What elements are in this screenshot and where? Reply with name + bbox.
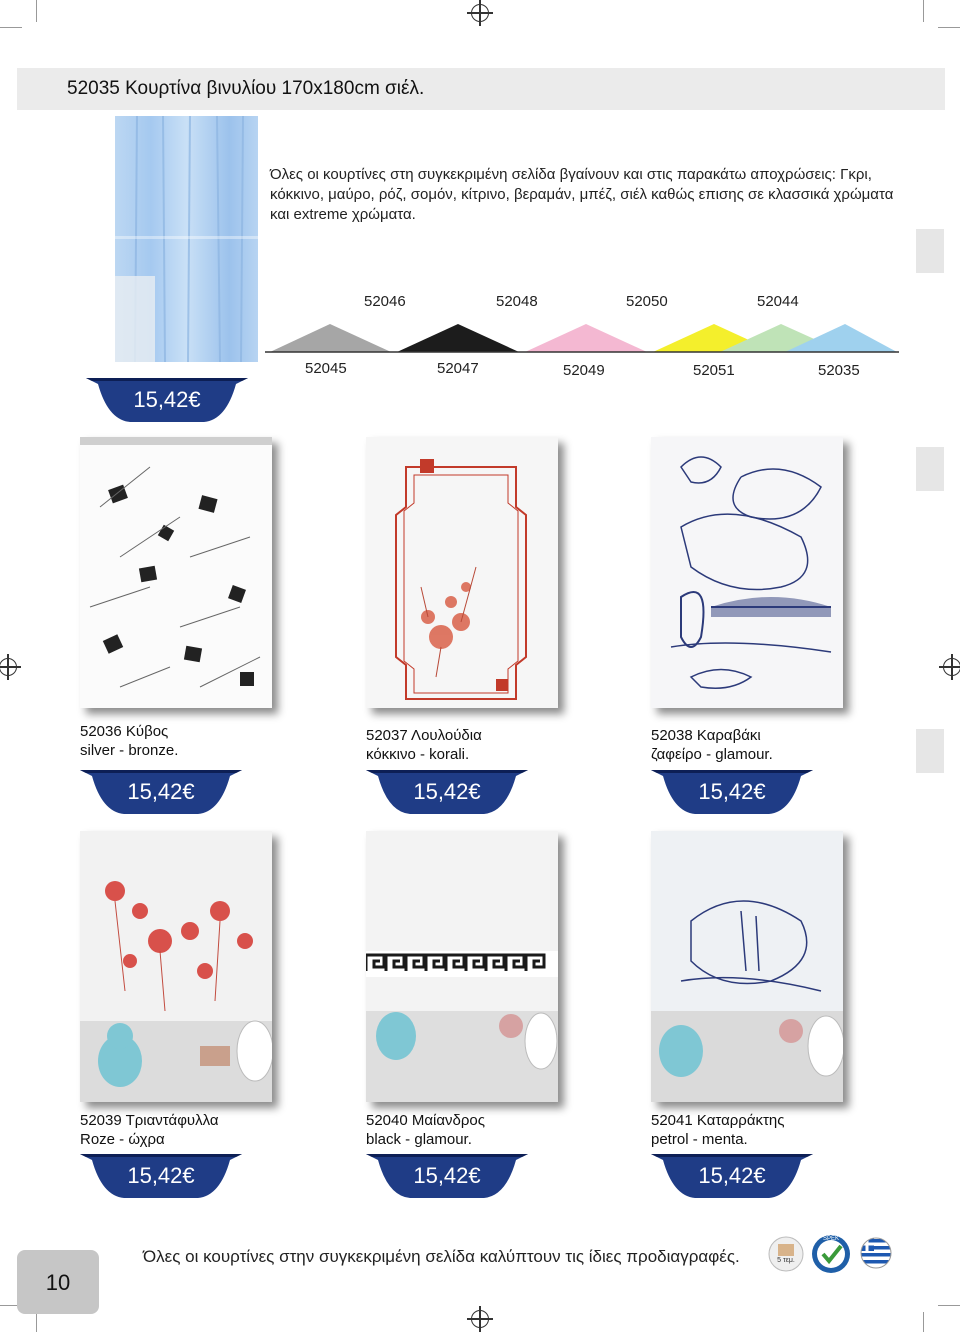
product-caption: [366, 1111, 485, 1149]
swatch-code: 52049: [563, 362, 605, 379]
swatch-code: 52046: [364, 293, 406, 310]
product-name: 52036 Κύβος: [80, 723, 169, 740]
swatch-code: 52048: [496, 293, 538, 310]
intro-text: Όλες οι κουρτίνες στη συγκεκριμένη σελίδα βγαίνουν και στις παρακάτω αποχρώσεις: Γκρι, κόκκινο, μαύρο, ρόζ, σομόν, κίτρινο, βεραμάν, μπέζ, σιέλ καθώς επισης σε κλασσικά χρώματα και extreme χρώματα.: [270, 166, 894, 223]
price-label: 15,42€: [127, 1163, 195, 1188]
swatch-code: 52044: [757, 293, 799, 310]
swatch-code: 52050: [626, 293, 668, 310]
product-image-waterfall: [651, 831, 843, 1102]
product-color: Roze - ώχρα: [80, 1131, 165, 1148]
price-tag: [80, 766, 242, 818]
side-tab: [916, 229, 944, 273]
product-color: petrol - menta.: [651, 1131, 748, 1148]
package-icon: [768, 1236, 804, 1272]
swatch-code: 52051: [693, 362, 735, 379]
side-tab: [916, 729, 944, 773]
price-tag: [651, 1150, 813, 1202]
price-label: 15,42€: [413, 1163, 481, 1188]
main-curtain-image: [115, 116, 258, 362]
greek-flag-icon: [860, 1237, 892, 1269]
product-color: black - glamour.: [366, 1131, 472, 1148]
swatch-code: 52047: [437, 360, 479, 377]
product-image-flowers: [366, 437, 558, 708]
price-label: 15,42€: [698, 1163, 766, 1188]
spek-label: SPEK: [822, 1236, 839, 1242]
product-image-meander: [366, 831, 558, 1102]
price-tag: [80, 1150, 242, 1202]
swatch-code: 52035: [818, 362, 860, 379]
product-caption: [651, 1111, 785, 1149]
page-title: 52035 Κουρτίνα βινυλίου 170x180cm σιέλ.: [67, 78, 425, 99]
registration-mark: [471, 1310, 489, 1328]
registration-mark: [943, 658, 960, 676]
swatch-gray: [270, 324, 391, 352]
price-label: 15,42€: [698, 779, 766, 804]
price-label: 15,42€: [413, 779, 481, 804]
product-image-roses: [80, 831, 272, 1102]
product-name: 52040 Μαίανδρος: [366, 1112, 486, 1129]
product-image-cube: [80, 437, 272, 708]
price-tag: [366, 1150, 528, 1202]
product-color: κόκκινο - korali.: [366, 746, 470, 763]
product-name: 52041 Καταρράκτης: [651, 1112, 785, 1129]
side-tab: [916, 447, 944, 491]
footer-text: Όλες οι κουρτίνες στην συγκεκριμένη σελίδα καλύπτουν τις ίδιες προδιαγραφές.: [143, 1247, 740, 1266]
product-caption: [80, 1111, 219, 1149]
product-image-boat: [651, 437, 843, 708]
product-name: 52037 Λουλούδια: [366, 727, 482, 744]
color-swatch-strip: [265, 322, 899, 354]
swatch-pink: [525, 324, 647, 352]
product-name: 52039 Τριαντάφυλλα: [80, 1112, 219, 1129]
spek-quality-icon: [810, 1233, 852, 1275]
product-caption: [651, 726, 773, 764]
price-tag: [651, 766, 813, 818]
price-label: 15,42€: [133, 387, 201, 412]
page-number-box: [17, 1250, 99, 1314]
product-color: silver - bronze.: [80, 742, 179, 759]
product-name: 52038 Καραβάκι: [651, 727, 761, 744]
product-color: ζαφείρο - glamour.: [651, 746, 773, 763]
page-number: 10: [45, 1270, 71, 1295]
swatch-code: 52045: [305, 360, 347, 377]
product-caption: [366, 726, 482, 764]
price-label: 15,42€: [127, 779, 195, 804]
swatch-black: [397, 324, 519, 352]
package-count: 5 τεμ.: [777, 1257, 795, 1264]
title-bar: [17, 68, 945, 110]
registration-mark: [471, 4, 489, 22]
price-tag-main: [86, 374, 248, 426]
registration-mark: [0, 658, 17, 676]
price-tag: [366, 766, 528, 818]
product-caption: [80, 722, 178, 760]
